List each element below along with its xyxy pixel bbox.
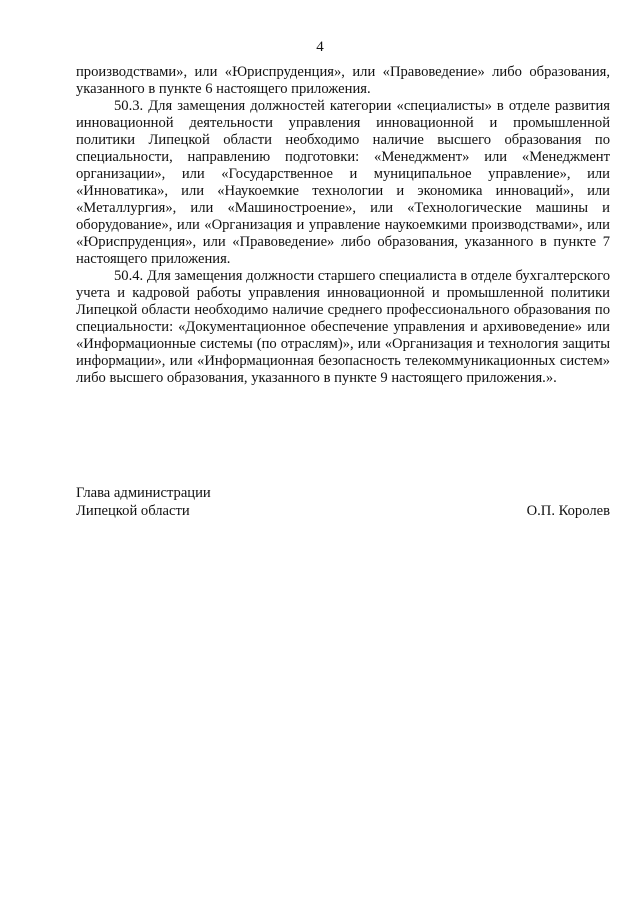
- document-body: [76, 64, 610, 387]
- signatory-name: О.П. Королев: [526, 503, 610, 519]
- paragraph-50-4: 50.4. Для замещения должности старшего специалиста в отделе бухгалтерского учета и кадровой работы управления инновационной и промышленной политики Липецкой области необходимо наличие среднего профессионального образования по специальности: «Документационное обеспечение управления и архивоведение» или «Информационные системы (по отраслям)», или «Организация и технология защиты информации», или «Информационная безопасность телекоммуникационных систем» либо высшего образования, указанного в пункте 9 настоящего приложения.».: [76, 268, 610, 386]
- page-number: 4: [316, 39, 324, 55]
- signatory-title-line2: Липецкой области: [76, 503, 190, 519]
- signature-block: [76, 484, 610, 520]
- paragraph-continuation: производствами», или «Юриспруденция», или «Правоведение» либо образования, указанного в пункте 6 настоящего приложения.: [76, 64, 610, 97]
- paragraph-50-3: 50.3. Для замещения должностей категории «специалисты» в отделе развития инновационной деятельности управления инновационной и промышленной политики Липецкой области необходимо наличие высшего образования по специальности, направлению подготовки: «Менеджмент» или «Менеджмент организации», или «Государственное и муниципальное управление», или «Инноватика», или «Наукоемкие технологии и экономика инноваций», или «Металлургия», или «Машиностроение», или «Технологические машины и оборудование», или «Организация и управление наукоемкими производствами», или «Юриспруденция», или «Правоведение» либо образования, указанного в пункте 7 настоящего приложения.: [76, 98, 610, 267]
- signatory-line: [76, 502, 610, 520]
- signatory-title-line1: Глава администрации: [76, 485, 211, 501]
